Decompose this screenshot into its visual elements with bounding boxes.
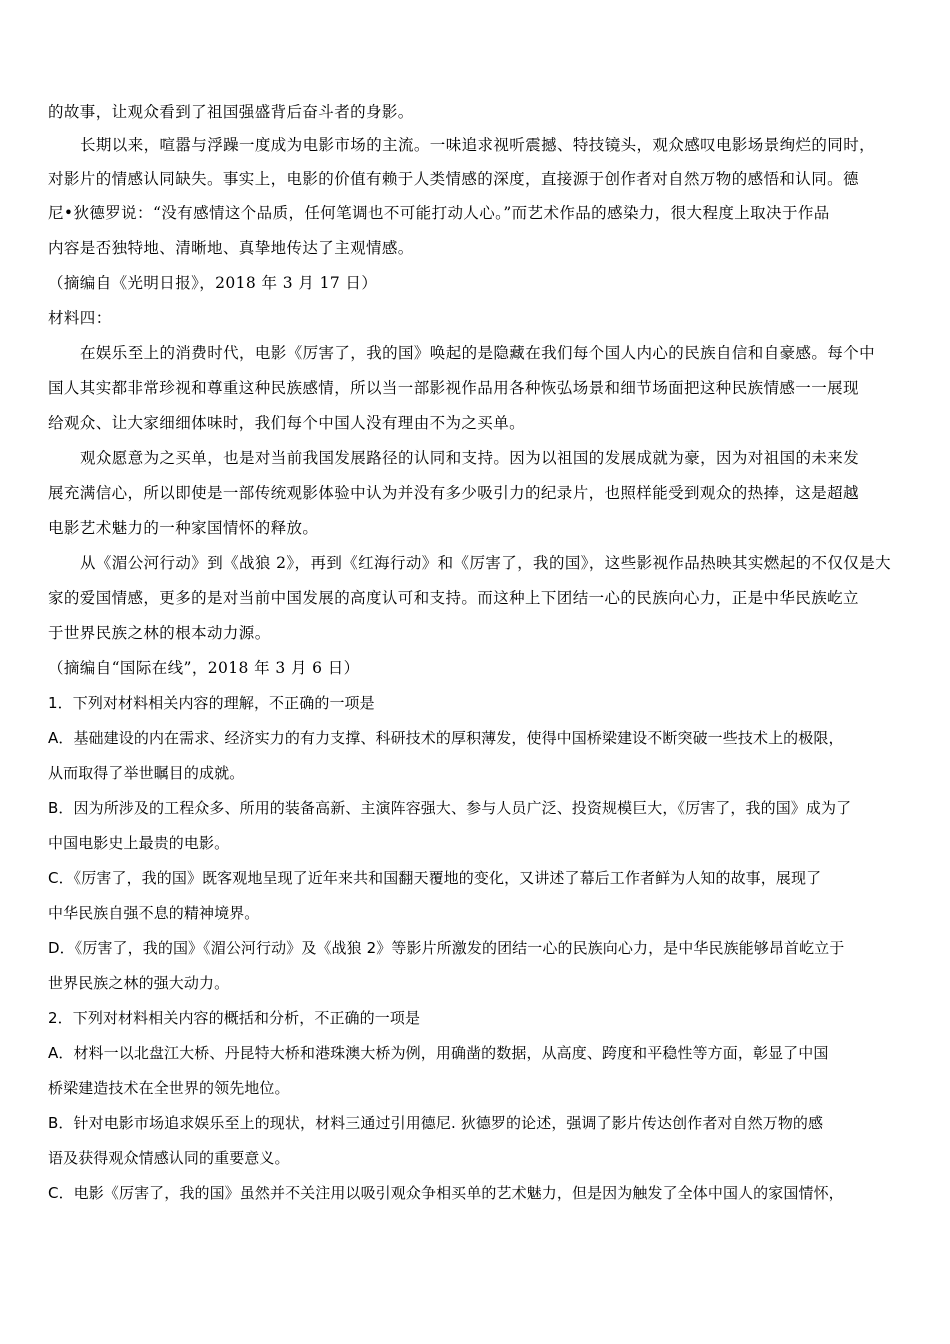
option-a-cont: 桥梁建造技术在全世界的领先地位。 <box>48 1079 290 1097</box>
source-note: （摘编自《光明日报》，2018 年 3 月 17 日） <box>48 274 378 292</box>
passage-line: 的故事，让观众看到了祖国强盛背后奋斗者的身影。 <box>48 103 414 121</box>
passage-line: 家的爱国情感，更多的是对当前中国发展的高度认可和支持。而这种上下团结一心的民族向心力，正是中华民族屹立 <box>48 589 859 607</box>
passage-line: 给观众、让大家细细体味时，我们每个中国人没有理由不为之买单。 <box>48 414 526 432</box>
option-a: A．基础建设的内在需求、经济实力的有力支撑、科研技术的厚积薄发，使得中国桥梁建设不断突破一些技术上的极限， <box>48 729 844 747</box>
question-stem: 1．下列对材料相关内容的理解，不正确的一项是 <box>48 694 375 712</box>
option-d-cont: 世界民族之林的强大动力。 <box>48 974 230 992</box>
option-b: B．因为所涉及的工程众多、所用的装备高新、主演阵容强大、参与人员广泛、投资规模巨大，《厉害了，我的国》成为了 <box>48 799 852 817</box>
passage-line: 在娱乐至上的消费时代，电影《厉害了，我的国》唤起的是隐藏在我们每个国人内心的民族自信和自豪感。每个中 <box>80 344 876 362</box>
option-b: B．针对电影市场追求娱乐至上的现状，材料三通过引用德尼. 狄德罗的论述，强调了影片传达创作者对自然万物的感 <box>48 1114 824 1132</box>
question-stem: 2．下列对材料相关内容的概括和分析，不正确的一项是 <box>48 1009 421 1027</box>
option-b-cont: 语及获得观众情感认同的重要意义。 <box>48 1149 290 1167</box>
passage-line: 内容是否独特地、清晰地、真挚地传达了主观情感。 <box>48 239 414 257</box>
source-note: （摘编自“国际在线”，2018 年 3 月 6 日） <box>48 659 360 677</box>
passage-line: 观众愿意为之买单，也是对当前我国发展路径的认同和支持。因为以祖国的发展成就为豪，因为对祖国的未来发 <box>80 449 860 467</box>
option-d: D．《厉害了，我的国》《湄公河行动》及《战狼 2》等影片所激发的团结一心的民族向心力，是中华民族能够昂首屹立于 <box>48 939 845 957</box>
passage-line: 电影艺术魅力的一种家国情怀的释放。 <box>48 519 319 537</box>
passage-line: 国人其实都非常珍视和尊重这种民族感情，所以当一部影视作品用各种恢弘场景和细节场面把这种民族情感一一展现 <box>48 379 859 397</box>
option-b-cont: 中国电影史上最贵的电影。 <box>48 834 230 852</box>
passage-line: 长期以来，喧嚣与浮躁一度成为电影市场的主流。一味追求视听震撼、特技镜头，观众感叹电影场景绚烂的同时， <box>80 136 876 154</box>
option-a: A．材料一以北盘江大桥、丹昆特大桥和港珠澳大桥为例，用确凿的数据，从高度、跨度和平稳性等方面，彰显了中国 <box>48 1044 829 1062</box>
passage-line: 于世界民族之林的根本动力源。 <box>48 624 271 642</box>
option-c-cont: 中华民族自强不息的精神境界。 <box>48 904 260 922</box>
option-a-cont: 从而取得了举世瞩目的成就。 <box>48 764 245 782</box>
material-label: 材料四： <box>48 309 112 327</box>
passage-line: 展充满信心，所以即使是一部传统观影体验中认为并没有多少吸引力的纪录片，也照样能受到观众的热捧，这是超越 <box>48 484 859 502</box>
passage-line: 尼•狄德罗说：“没有感情这个品质，任何笔调也不可能打动人心。”而艺术作品的感染力，很大程度上取决于作品 <box>48 204 830 222</box>
option-c: C．《厉害了，我的国》既客观地呈现了近年来共和国翻天覆地的变化，又讲述了幕后工作者鲜为人知的故事，展现了 <box>48 869 822 887</box>
passage-line: 对影片的情感认同缺失。事实上，电影的价值有赖于人类情感的深度，直接源于创作者对自然万物的感悟和认同。德 <box>48 170 859 188</box>
option-c: C．电影《厉害了，我的国》虽然并不关注用以吸引观众争相买单的艺术魅力，但是因为触发了全体中国人的家国情怀， <box>48 1184 844 1202</box>
passage-line: 从《湄公河行动》到《战狼 2》，再到《红海行动》和《厉害了，我的国》，这些影视作品热映其实燃起的不仅仅是大 <box>80 554 891 572</box>
